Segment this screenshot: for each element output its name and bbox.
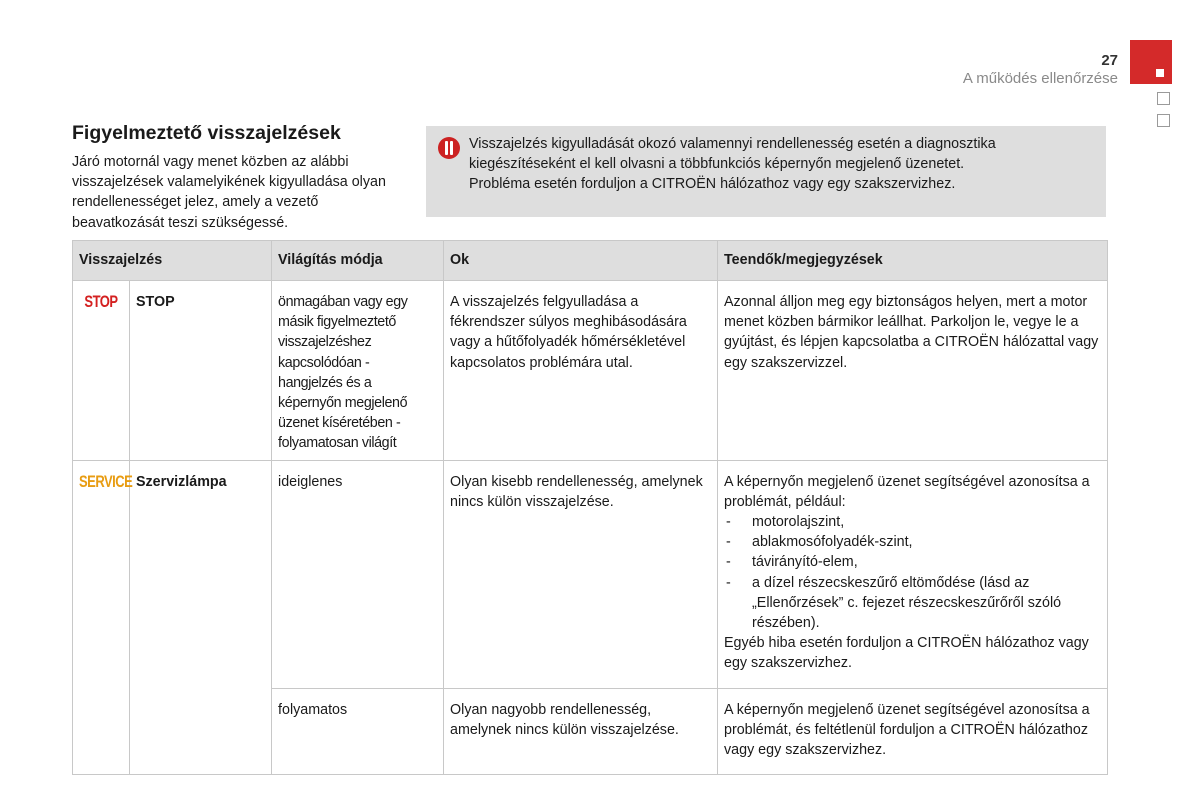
- stop-icon-cell: [73, 281, 130, 461]
- column-header: Teendők/megjegyzések: [718, 241, 1108, 281]
- service-warning-icon: SERVICE: [79, 471, 133, 491]
- action-list: [724, 512, 1101, 633]
- action-text: Azonnal álljon meg egy biztonságos helyen, mert a motor menet közben bármikor leállhat. Parkoljon le, vegye le a gyújtást, és lépjen kapcsolatba a CITROËN hálózattal vagy egy szakszervizzel.: [718, 281, 1108, 461]
- page-heading: Figyelmeztető visszajelzések: [72, 122, 341, 144]
- table-header-row: [73, 241, 1108, 281]
- column-header: Világítás módja: [272, 241, 444, 281]
- action-text: [718, 460, 1108, 688]
- notice-text: Visszajelzés kigyulladását okozó valamennyi rendellenesség esetén a diagnosztika kiegészítéseként el kell olvasni a többfunkciós képernyőn megjelenő üzenetet. Probléma esetén forduljon a CITROËN hálózathoz vagy egy szakszervizhez.: [469, 136, 996, 193]
- page-number: 27: [1101, 52, 1118, 69]
- stop-warning-icon: STOP: [84, 291, 118, 311]
- table-row: [73, 460, 1108, 688]
- chapter-tab-active: [1130, 40, 1172, 84]
- action-text: A képernyőn megjelenő üzenet segítségével azonosítsa a problémát, és feltétlenül forduljon a CITROËN hálózathoz vagy egy szakszervizhez.: [718, 688, 1108, 774]
- list-item: - távirányító-elem,: [724, 552, 1101, 572]
- lighting-mode: ideiglenes: [272, 460, 444, 688]
- lighting-mode: önmagában vagy egy másik figyelmeztető visszajelzéshez kapcsolódóan - hangjelzés és a képernyőn megjelenő üzenet kíséretében - folyamatosan világít: [272, 281, 444, 461]
- list-item: - a dízel részecskeszűrő eltömődése (lásd az „Ellenőrzések” c. fejezet részecskeszűrőről szóló részében).: [724, 573, 1101, 634]
- lighting-mode: folyamatos: [272, 688, 444, 774]
- list-item: - motorolajszint,: [724, 512, 1101, 532]
- column-header: Ok: [444, 241, 718, 281]
- cause-text: A visszajelzés felgyulladása a fékrendszer súlyos meghibásodására vagy a hűtőfolyadék hőmérsékletével kapcsolatos problémára utal.: [444, 281, 718, 461]
- warning-icon: [438, 137, 460, 159]
- indicator-name: Szervizlámpa: [130, 460, 272, 774]
- list-item: - ablakmosófolyadék-szint,: [724, 532, 1101, 552]
- action-intro: A képernyőn megjelenő üzenet segítségével azonosítsa a problémát, például:: [724, 473, 1090, 510]
- section-title: A működés ellenőrzése: [962, 70, 1118, 87]
- intro-paragraph: Járó motornál vagy menet közben az alábbi visszajelzések valamelyikének kigyulladása olyan rendellenességet jelez, amely a vezető beavatkozását teszi szükségessé.: [72, 154, 386, 231]
- indicator-name: STOP: [130, 281, 272, 461]
- column-header: Visszajelzés: [73, 241, 272, 281]
- cause-text: Olyan nagyobb rendellenesség, amelynek nincs külön visszajelzése.: [444, 688, 718, 774]
- cause-text: Olyan kisebb rendellenesség, amelynek nincs külön visszajelzése.: [444, 460, 718, 688]
- notice-box: [426, 126, 1106, 217]
- table-row: [73, 281, 1108, 461]
- chapter-tab: [1157, 114, 1170, 127]
- warning-lights-table: [72, 240, 1108, 775]
- chapter-tab: [1157, 92, 1170, 105]
- service-icon-cell: [73, 460, 133, 774]
- action-outro: Egyéb hiba esetén forduljon a CITROËN hálózathoz vagy egy szakszervizhez.: [724, 635, 1089, 672]
